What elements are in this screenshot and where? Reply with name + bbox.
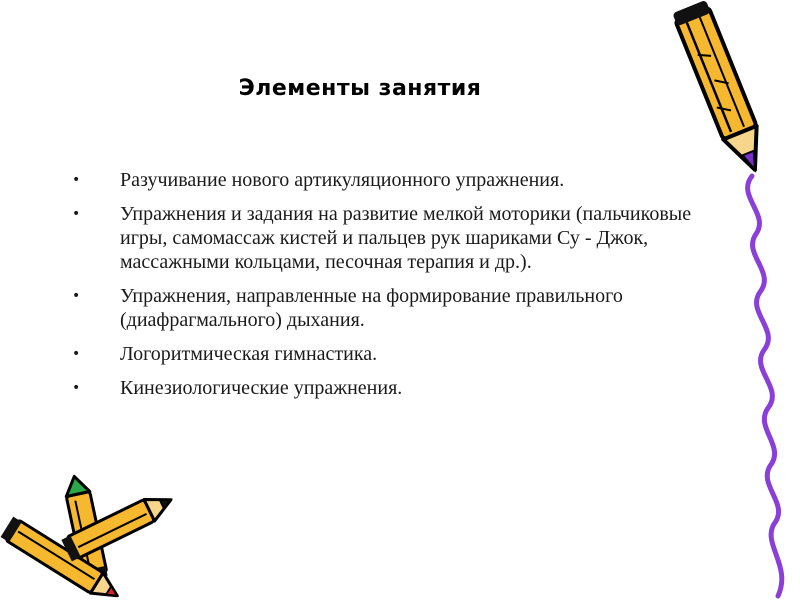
list-item [72, 376, 732, 400]
list-item [72, 202, 732, 274]
bullet-icon: • [72, 346, 81, 362]
list-item-text: Разучивание нового артикуляционного упражнения. [120, 169, 565, 191]
slide-title: Элементы занятия [238, 76, 482, 101]
list-item-text: Упражнения, направленные на формирование правильного (диафрагмального) дыхания. [120, 285, 623, 331]
bullet-icon: • [72, 380, 81, 396]
list-item-text: Логоритмическая гимнастика. [120, 343, 378, 365]
list-item [72, 284, 732, 332]
bullet-icon: • [72, 206, 81, 222]
list-item-text: Кинезиологические упражнения. [120, 377, 403, 399]
bullet-icon: • [72, 172, 81, 188]
bullet-list [72, 168, 732, 400]
bullet-icon: • [72, 288, 81, 304]
list-item [72, 168, 732, 192]
squiggle-line [748, 176, 782, 596]
list-item [72, 342, 732, 366]
list-item-text: Упражнения и задания на развитие мелкой моторики (пальчиковые игры, самомассаж кистей и пальцев рук шариками Су - Джок, массажными кольцами, песочная терапия и др.). [120, 203, 692, 273]
